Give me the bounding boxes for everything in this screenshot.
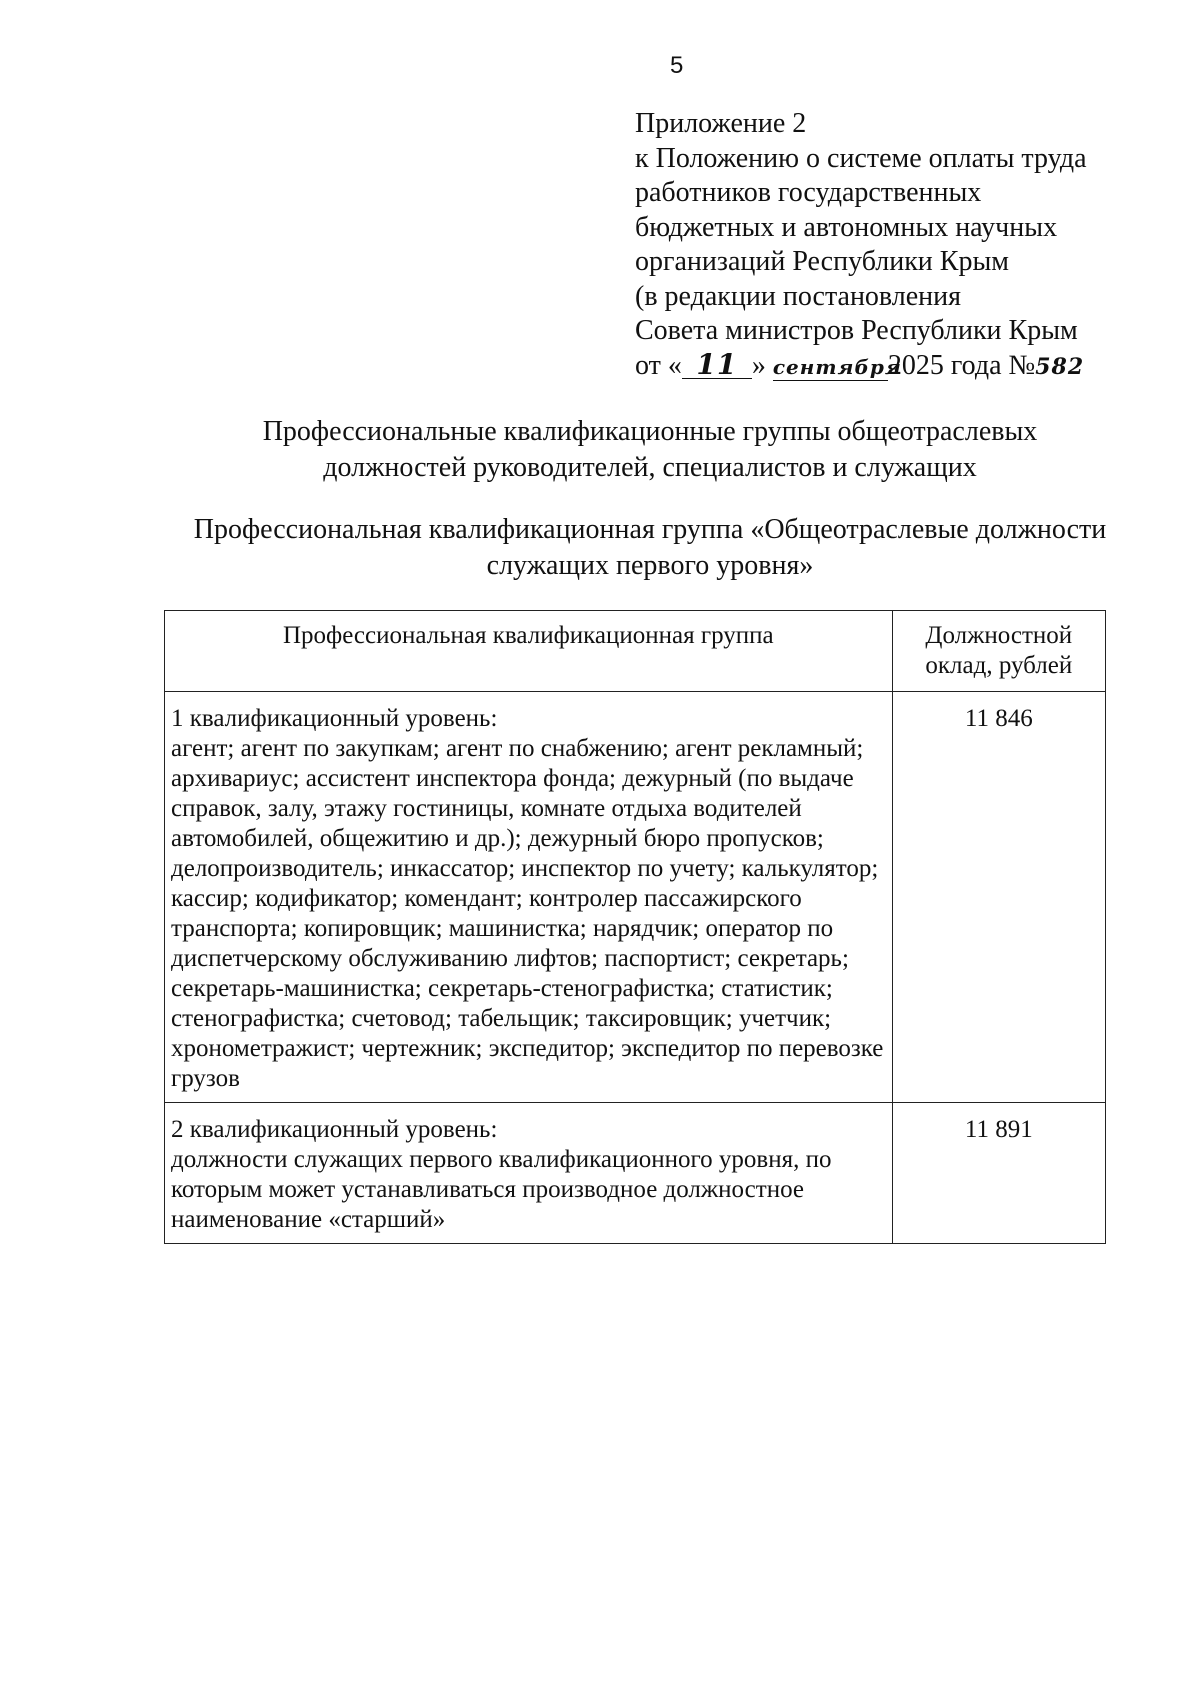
annex-title: Приложение 2 [635,108,807,139]
date-number-handwritten: 582 [1035,353,1085,380]
annex-line: Совета министров Республики Крым [635,315,1078,346]
date-mid: » [751,349,766,381]
annex-block [635,107,1155,383]
group-heading: Профессиональная квалификационная группа «Общеотраслевые должности служащих первого уровня» [193,514,1107,581]
column-header-salary: Должностной оклад, рублей [892,611,1105,692]
salary-table-wrapper [164,610,1106,1244]
date-day-handwritten: 11 [682,352,752,379]
table-header-row [165,611,1106,692]
annex-date-line [635,349,1155,384]
level-positions: агент; агент по закупкам; агент по снабжению; агент рекламный; архивариус; ассистент инспектора фонда; дежурный (по выдаче справок, залу, этажу гостиницы, комнате отдыха водителей автомобилей, общежитию и др.); дежурный бюро пропусков; делопроизводитель; инкассатор; инспектор по учету; калькулятор; кассир; кодификатор; комендант; контролер пассажирского транспорта; копировщик; машинистка; нарядчик; оператор по диспетчерскому обслуживанию лифтов; паспортист; секретарь; секретарь-машинистка; секретарь-стенографистка; статистик; стенографистка; счетовод; табельщик; таксировщик; учетчик; хронометражист; чертежник; экспедитор; экспедитор по перевозке грузов [171,735,884,1092]
annex-line: (в редакции постановления [635,280,962,312]
group-cell [165,692,893,1103]
table-row [165,692,1106,1103]
level-label: 1 квалификационный уровень: [171,705,498,732]
date-year-text: 2025 года № [887,349,1036,381]
document-heading: Профессиональные квалификационные группы общеотраслевых должностей руководителей, специалистов и служащих [262,416,1038,483]
level-label: 2 квалификационный уровень: [171,1116,498,1143]
level-positions: должности служащих первого квалификационного уровня, по которым может устанавливаться производное должностное наименование «старший» [171,1146,832,1233]
page-number: 5 [670,52,684,79]
annex-line: организаций Республики Крым [635,246,1009,277]
table-row [165,1103,1106,1244]
salary-cell: 11 891 [892,1103,1105,1244]
column-header-group: Профессиональная квалификационная группа [165,611,893,692]
salary-table [164,610,1106,1244]
salary-cell: 11 846 [892,692,1105,1103]
group-cell [165,1103,893,1244]
annex-line: работников государственных [635,177,982,208]
annex-line: к Положению о системе оплаты труда [635,142,1087,174]
date-month-handwritten: сентября [772,354,902,379]
date-prefix: от « [635,349,682,381]
annex-line: бюджетных и автономных научных [635,211,1058,243]
